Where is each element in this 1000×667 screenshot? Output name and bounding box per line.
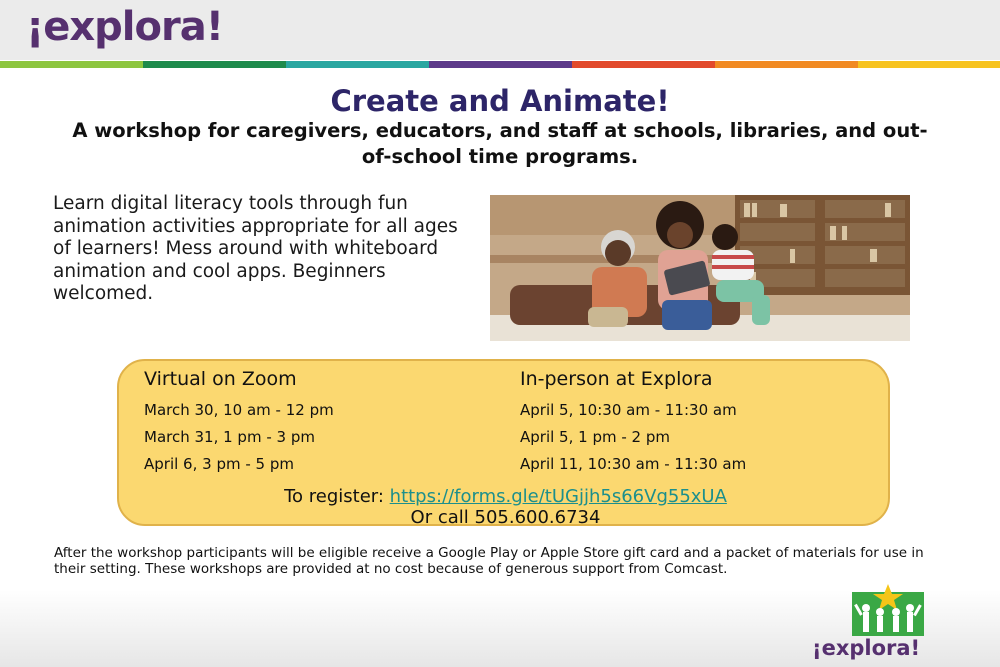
explora-logo: ¡explora! xyxy=(26,4,223,50)
virtual-slot: March 30, 10 am - 12 pm xyxy=(144,401,334,419)
color-stripe xyxy=(715,61,858,68)
family-photo xyxy=(490,195,910,341)
register-label: To register: xyxy=(284,486,384,507)
in-person-heading: In-person at Explora xyxy=(520,368,713,390)
virtual-heading: Virtual on Zoom xyxy=(144,368,297,390)
virtual-slot: March 31, 1 pm - 3 pm xyxy=(144,428,315,446)
phone-number: Or call 505.600.6734 xyxy=(410,507,601,528)
workshop-description: Learn digital literacy tools through fun animation activities appropriate for all ages of learners! Mess around with whiteboard animation and cool apps. Beginners welcomed. xyxy=(53,193,458,304)
register-line xyxy=(119,486,892,507)
in-person-slot: April 11, 10:30 am - 11:30 am xyxy=(520,455,747,473)
color-stripe xyxy=(0,61,143,68)
color-stripe xyxy=(429,61,572,68)
in-person-slot: April 5, 10:30 am - 11:30 am xyxy=(520,401,737,419)
schedule-box xyxy=(117,359,890,526)
color-stripe xyxy=(858,61,1000,68)
page-subtitle: A workshop for caregivers, educators, and staff at schools, libraries, and out-of-school time programs. xyxy=(72,119,928,168)
footer-logo: ¡explora! xyxy=(812,636,921,660)
register-link[interactable]: https://forms.gle/tUGjjh5s66Vg55xUA xyxy=(389,486,727,507)
virtual-slot: April 6, 3 pm - 5 pm xyxy=(144,455,294,473)
page-title: Create and Animate! xyxy=(330,84,670,118)
color-stripe xyxy=(572,61,715,68)
in-person-slot: April 5, 1 pm - 2 pm xyxy=(520,428,670,446)
color-stripe xyxy=(286,61,429,68)
color-stripe xyxy=(143,61,286,68)
footer-note: After the workshop participants will be eligible receive a Google Play or Apple Store gift card and a packet of materials for use in their setting. These workshops are provided at no cost because of generous support from Comcast. xyxy=(54,545,924,577)
explora-badge-icon xyxy=(842,584,934,636)
family-photo-illustration xyxy=(490,195,910,341)
